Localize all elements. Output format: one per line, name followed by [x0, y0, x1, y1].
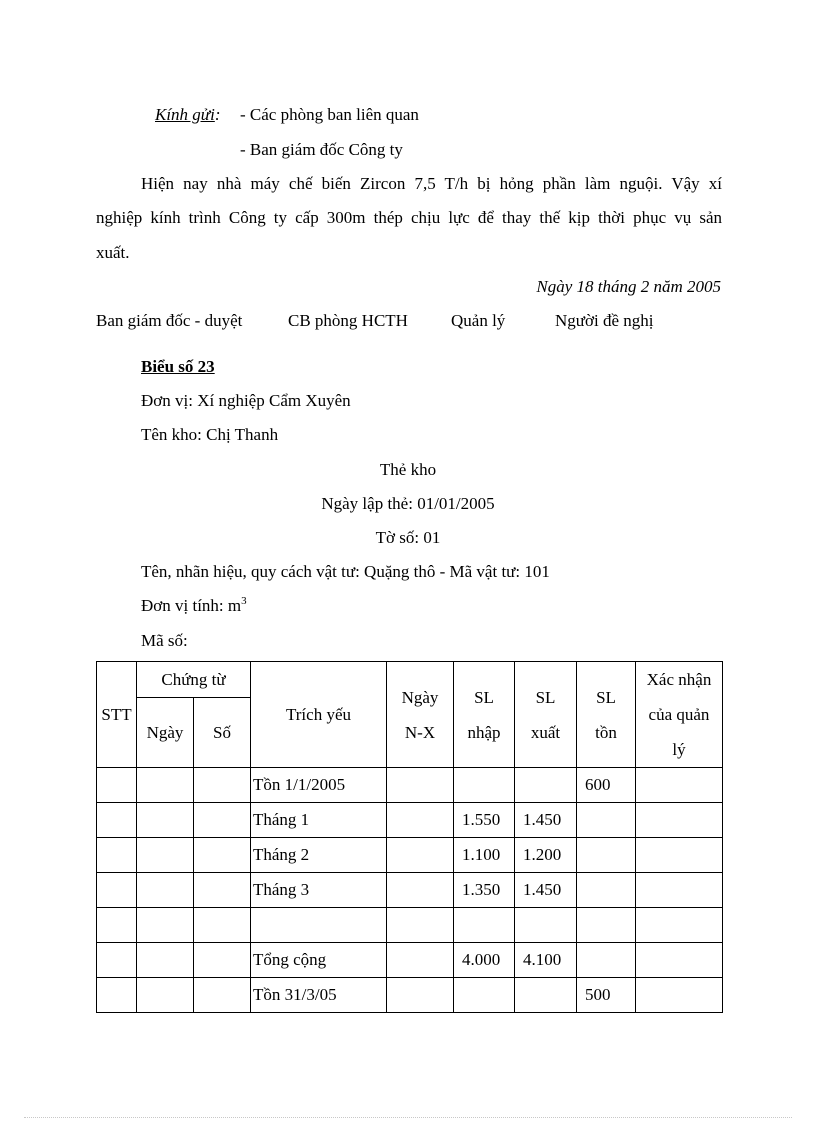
- cell-ngay-nx: [387, 978, 454, 1013]
- cell-trich-yeu: Tháng 2: [251, 838, 387, 873]
- cell-xac-nhan: [636, 873, 723, 908]
- signature-proposer: Người đề nghị: [555, 311, 654, 330]
- recipient-1: - Các phòng ban liên quan: [240, 105, 419, 124]
- signature-manager: Quản lý: [451, 311, 506, 330]
- cell-trich-yeu: Tồn 31/3/05: [251, 978, 387, 1013]
- table-row: [97, 978, 723, 1013]
- body-line-2: nghiệp kính trình Công ty cấp 300m thép chịu lực để thay thế kịp thời phục vụ sản: [96, 208, 722, 227]
- table-row: [97, 803, 723, 838]
- table-row: [97, 873, 723, 908]
- cell-sl-nhap: 4.000: [454, 943, 515, 978]
- header-chung-tu: Chứng từ: [137, 662, 251, 698]
- cell-stt: [97, 873, 137, 908]
- cell-trich-yeu: Tháng 1: [251, 803, 387, 838]
- cell-sl-xuat: [515, 908, 577, 943]
- cell-stt: [97, 943, 137, 978]
- table-row: [97, 838, 723, 873]
- cell-ngay: [137, 803, 194, 838]
- cell-sl-ton: [577, 873, 636, 908]
- cell-xac-nhan: [636, 978, 723, 1013]
- header-sl-xuat: SL xuất: [515, 662, 577, 768]
- cell-sl-xuat: [515, 978, 577, 1013]
- form-number: Biểu số 23: [141, 357, 215, 376]
- header-xac-nhan: Xác nhận của quản lý: [636, 662, 723, 768]
- table-row: [97, 768, 723, 803]
- cell-ngay-nx: [387, 768, 454, 803]
- sheet-number: Tờ số: 01: [375, 528, 441, 547]
- cell-xac-nhan: [636, 908, 723, 943]
- cell-stt: [97, 768, 137, 803]
- cell-so: [194, 978, 251, 1013]
- cell-sl-ton: [577, 838, 636, 873]
- cell-so: [194, 943, 251, 978]
- unit-line: Đơn vị: Xí nghiệp Cẩm Xuyên: [141, 391, 351, 410]
- cell-sl-nhap: [454, 908, 515, 943]
- body-line-3: xuất.: [96, 243, 130, 262]
- recipient-2: - Ban giám đốc Công ty: [240, 140, 403, 159]
- header-sl-ton: SL tồn: [577, 662, 636, 768]
- warehouse-line: Tên kho: Chị Thanh: [141, 425, 279, 444]
- table-row: [97, 908, 723, 943]
- cell-so: [194, 838, 251, 873]
- cell-sl-ton: 600: [577, 768, 636, 803]
- date-line: Ngày 18 tháng 2 năm 2005: [536, 277, 721, 296]
- cell-so: [194, 803, 251, 838]
- cell-sl-xuat: [515, 768, 577, 803]
- code-line: Mã số:: [141, 631, 188, 650]
- cell-so: [194, 768, 251, 803]
- cell-ngay-nx: [387, 838, 454, 873]
- cell-ngay-nx: [387, 943, 454, 978]
- cell-stt: [97, 908, 137, 943]
- card-date: Ngày lập thẻ: 01/01/2005: [321, 494, 495, 513]
- cell-xac-nhan: [636, 838, 723, 873]
- cell-stt: [97, 838, 137, 873]
- material-line: Tên, nhãn hiệu, quy cách vật tư: Quặng thô - Mã vật tư: 101: [141, 562, 550, 581]
- header-ngay: Ngày: [137, 698, 194, 768]
- table-row: [97, 943, 723, 978]
- cell-sl-ton: [577, 803, 636, 838]
- cell-sl-xuat: 4.100: [515, 943, 577, 978]
- cell-ngay: [137, 768, 194, 803]
- header-trich-yeu: Trích yếu: [251, 662, 387, 768]
- cell-ngay: [137, 908, 194, 943]
- cell-ngay-nx: [387, 908, 454, 943]
- header-stt: STT: [97, 662, 137, 768]
- cell-ngay: [137, 978, 194, 1013]
- inventory-table: [96, 661, 723, 1013]
- cell-sl-nhap: [454, 768, 515, 803]
- card-title: Thẻ kho: [379, 460, 437, 479]
- cell-stt: [97, 803, 137, 838]
- cell-trich-yeu: Tháng 3: [251, 873, 387, 908]
- body-line-1: Hiện nay nhà máy chế biến Zircon 7,5 T/h bị hỏng phần làm nguội. Vậy xí: [141, 174, 722, 193]
- cell-so: [194, 873, 251, 908]
- cell-xac-nhan: [636, 768, 723, 803]
- cell-xac-nhan: [636, 803, 723, 838]
- cell-ngay-nx: [387, 803, 454, 838]
- cell-sl-nhap: [454, 978, 515, 1013]
- cell-sl-nhap: 1.550: [454, 803, 515, 838]
- cell-sl-xuat: 1.450: [515, 873, 577, 908]
- cell-trich-yeu: Tổng cộng: [251, 943, 387, 978]
- cell-ngay: [137, 873, 194, 908]
- header-sl-nhap: SL nhập: [454, 662, 515, 768]
- cell-ngay: [137, 943, 194, 978]
- cell-trich-yeu: [251, 908, 387, 943]
- cell-sl-ton: [577, 908, 636, 943]
- header-so: Số: [194, 698, 251, 768]
- cell-sl-ton: [577, 943, 636, 978]
- page-bottom-divider: [24, 1117, 792, 1118]
- cell-sl-ton: 500: [577, 978, 636, 1013]
- signature-director: Ban giám đốc - duyệt: [96, 311, 243, 330]
- cell-sl-xuat: 1.200: [515, 838, 577, 873]
- signature-hcth: CB phòng HCTH: [288, 311, 408, 330]
- cell-xac-nhan: [636, 943, 723, 978]
- cell-sl-nhap: 1.350: [454, 873, 515, 908]
- cell-ngay-nx: [387, 873, 454, 908]
- table-header-row-1: [97, 662, 723, 698]
- cell-ngay: [137, 838, 194, 873]
- kinh-gui-label: Kính gửi:: [155, 105, 221, 124]
- cell-sl-nhap: 1.100: [454, 838, 515, 873]
- header-ngay-nx: Ngày N-X: [387, 662, 454, 768]
- cell-trich-yeu: Tồn 1/1/2005: [251, 768, 387, 803]
- cell-stt: [97, 978, 137, 1013]
- cell-so: [194, 908, 251, 943]
- cell-sl-xuat: 1.450: [515, 803, 577, 838]
- unit-of-measure: Đơn vị tính: $m^3$: [141, 595, 247, 615]
